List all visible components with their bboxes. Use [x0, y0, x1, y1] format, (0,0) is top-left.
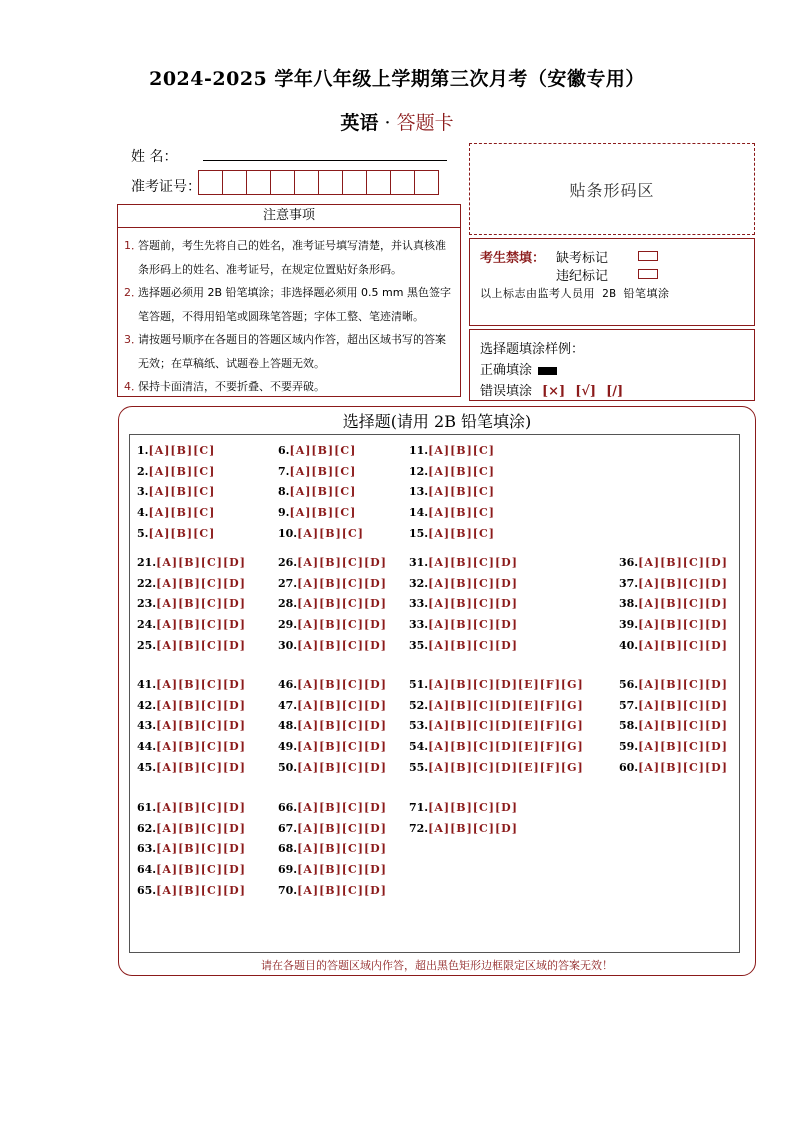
question-row[interactable] [137, 884, 246, 897]
exam-no-cells[interactable] [199, 170, 439, 195]
question-row[interactable] [278, 639, 387, 652]
question-row[interactable] [137, 465, 215, 478]
question-number: 44. [137, 740, 157, 754]
answer-options[interactable]: [A][B][C][D] [156, 618, 246, 632]
question-row[interactable] [619, 597, 728, 610]
question-number: 13. [409, 485, 429, 499]
wrong-mark-check: [√] [575, 384, 597, 399]
answer-options[interactable]: [A][B][C][D] [156, 801, 246, 814]
question-row[interactable] [278, 465, 356, 478]
question-row[interactable] [137, 822, 246, 835]
question-number: 41. [137, 678, 157, 691]
question-number: 70. [278, 883, 298, 897]
question-row[interactable] [278, 801, 387, 814]
answer-options[interactable]: [A][B][C] [289, 464, 357, 478]
answer-options[interactable]: [A][B][C] [289, 506, 357, 520]
question-number: 37. [619, 576, 639, 590]
question-number: 15. [409, 526, 429, 540]
question-number: 23. [137, 597, 157, 611]
notice-item-text: 请按题号顺序在各题目的答题区域内作答，超出区域书写的答案无效；在草稿纸、试题卷上答题无效。 [138, 333, 446, 370]
question-row[interactable] [137, 639, 246, 652]
question-number: 67. [278, 821, 298, 835]
answer-options[interactable]: [A][B][C][D] [297, 821, 387, 835]
notice-heading: 注意事项 [118, 205, 460, 228]
question-row[interactable] [137, 577, 246, 590]
question-number: 42. [137, 698, 157, 712]
question-number: 4. [137, 506, 149, 520]
question-row[interactable] [278, 577, 387, 590]
question-row[interactable] [409, 801, 518, 814]
violation-mark-label: 违纪标记 [556, 269, 609, 284]
question-number: 47. [278, 698, 298, 712]
question-row[interactable] [278, 618, 387, 631]
exam-no-cell[interactable] [390, 170, 415, 195]
answer-options[interactable]: [A][B][C][D][E][F][G] [428, 678, 584, 691]
notice-item-num: 3． [124, 333, 142, 346]
fill-sample-box [469, 329, 755, 401]
question-number: 26. [278, 556, 298, 569]
question-row[interactable] [137, 597, 246, 610]
question-number: 8. [278, 485, 290, 499]
question-number: 9. [278, 506, 290, 520]
exam-no-cell[interactable] [270, 170, 295, 195]
answer-options[interactable]: [A][B][C][D] [638, 698, 728, 712]
question-row[interactable] [409, 618, 518, 631]
exam-no-cell[interactable] [366, 170, 391, 195]
answer-options[interactable]: [A][B][C] [297, 526, 364, 540]
answer-options[interactable]: [A][B][C][D] [638, 618, 728, 632]
answer-options[interactable]: [A][B][C][D] [297, 863, 387, 877]
question-row[interactable] [409, 465, 495, 478]
question-row[interactable] [278, 884, 387, 897]
answer-options[interactable]: [A][B][C][D] [156, 556, 246, 569]
question-number: 48. [278, 719, 298, 733]
question-number: 7. [278, 464, 290, 478]
question-row[interactable] [619, 556, 728, 569]
choice-footer: 请在各题目的答题区域内作答，超出黑色矩形边框限定区域的答案无效！ [261, 959, 613, 972]
answer-options[interactable]: [A][B][C][D] [638, 556, 728, 569]
answer-options[interactable]: [A][B][C][D] [297, 678, 387, 691]
question-number: 52. [409, 698, 429, 712]
notice-item [124, 375, 454, 399]
question-row[interactable] [137, 740, 246, 753]
answer-options[interactable]: [A][B][C][D] [297, 842, 387, 856]
question-number: 36. [619, 556, 639, 569]
question-row[interactable] [137, 506, 215, 519]
correct-fill [480, 359, 557, 378]
question-number: 32. [409, 576, 429, 590]
barcode-label: 贴条形码区 [569, 180, 655, 200]
question-row[interactable] [278, 822, 387, 835]
question-row[interactable] [619, 639, 728, 652]
question-number: 40. [619, 638, 639, 652]
question-row[interactable] [409, 597, 518, 610]
notice-item-text: 保持卡面清洁，不要折叠、不要弄破。 [138, 380, 325, 393]
question-row[interactable] [278, 678, 387, 691]
question-row[interactable] [278, 699, 387, 712]
question-row[interactable] [137, 618, 246, 631]
notice-item-text: 答题前，考生先将自己的姓名，准考证号填写清楚，并认真核准条形码上的姓名、准考证号，在规定位置贴好条形码。 [138, 239, 446, 276]
question-number: 51. [409, 678, 429, 691]
answer-options[interactable]: [A][B][C][D] [297, 576, 387, 590]
question-row[interactable] [278, 556, 387, 569]
question-number: 14. [409, 506, 429, 520]
answer-options[interactable]: [A][B][C][D] [297, 883, 387, 897]
question-row[interactable] [137, 527, 215, 540]
answer-options[interactable]: [A][B][C][D] [428, 821, 518, 835]
notice-item-text: 选择题必须用 2B 铅笔填涂；非选择题必须用 0.5 mm 黑色签字笔答题，不得用铅笔或圆珠笔答题；字体工整、笔迹清晰。 [138, 286, 451, 323]
question-row[interactable] [619, 719, 728, 732]
answer-options[interactable]: [A][B][C][D] [156, 698, 246, 712]
question-row[interactable] [278, 719, 387, 732]
exam-no-cell[interactable] [246, 170, 271, 195]
answer-options[interactable]: [A][B][C][D] [156, 842, 246, 856]
answer-options[interactable]: [A][B][C][D] [156, 638, 246, 652]
question-number: 21. [137, 556, 157, 569]
question-row[interactable] [137, 485, 215, 498]
answer-options[interactable]: [A][B][C] [428, 464, 495, 478]
question-row[interactable] [409, 639, 518, 652]
question-row[interactable] [409, 719, 584, 732]
question-number: 60. [619, 760, 639, 774]
answer-options[interactable]: [A][B][C][D][E][F][G] [428, 719, 584, 733]
answer-options[interactable]: [A][B][C] [428, 485, 495, 499]
question-number: 5. [137, 526, 149, 540]
correct-fill-label: 正确填涂 [480, 363, 533, 378]
question-row[interactable] [137, 556, 246, 569]
question-number: 46. [278, 678, 298, 691]
question-row[interactable] [619, 618, 728, 631]
answer-options[interactable]: [A][B][C] [428, 526, 495, 540]
question-row[interactable] [409, 444, 495, 457]
answer-options[interactable]: [A][B][C] [148, 444, 216, 457]
absent-mark-label: 缺考标记 [556, 251, 609, 266]
question-row[interactable] [619, 740, 728, 753]
name-label: 姓 名： [131, 149, 178, 165]
answer-options[interactable]: [A][B][C][D] [297, 719, 387, 733]
answer-options[interactable]: [A][B][C] [148, 506, 216, 520]
question-row[interactable] [409, 506, 495, 519]
question-number: 69. [278, 863, 298, 877]
question-number: 3. [137, 485, 149, 499]
notice-item-num: 1． [124, 239, 142, 252]
answer-options[interactable]: [A][B][C][D] [428, 801, 518, 814]
question-row[interactable] [278, 444, 356, 457]
answer-options[interactable]: [A][B][C][D] [297, 740, 387, 754]
question-number: 53. [409, 719, 429, 733]
exam-no-cell[interactable] [318, 170, 343, 195]
question-number: 10. [278, 526, 298, 540]
answer-options[interactable]: [A][B][C][D] [638, 678, 728, 691]
question-row[interactable] [137, 842, 246, 855]
answer-options[interactable]: [A][B][C][D] [428, 597, 518, 611]
question-row[interactable] [619, 761, 728, 774]
violation-mark-box[interactable] [638, 269, 658, 279]
question-number: 12. [409, 464, 429, 478]
question-row[interactable] [278, 842, 387, 855]
answer-options[interactable]: [A][B][C][D] [156, 740, 246, 754]
question-number: 39. [619, 618, 639, 632]
answer-options[interactable]: [A][B][C][D] [638, 760, 728, 774]
question-row[interactable] [409, 678, 584, 691]
exam-no-cell[interactable] [222, 170, 247, 195]
exam-no-cell[interactable] [294, 170, 319, 195]
answer-options[interactable]: [A][B][C][D] [428, 638, 518, 652]
question-number: 30. [278, 638, 298, 652]
answer-options[interactable]: [A][B][C][D] [156, 821, 246, 835]
notice-item [124, 328, 454, 375]
answer-options[interactable]: [A][B][C][D] [297, 638, 387, 652]
answer-options[interactable]: [A][B][C][D] [638, 638, 728, 652]
answer-options[interactable]: [A][B][C][D] [297, 618, 387, 632]
forbid-label: 考生禁填： [480, 251, 546, 266]
question-number: 1. [137, 444, 149, 457]
exam-no-label: 准考证号： [131, 179, 201, 195]
exam-no-cell[interactable] [198, 170, 223, 195]
question-number: 33. [409, 618, 429, 632]
answer-options[interactable]: [A][B][C] [148, 485, 216, 499]
question-row[interactable] [278, 485, 356, 498]
answer-options[interactable]: [A][B][C][D] [297, 760, 387, 774]
answer-options[interactable]: [A][B][C][D] [156, 597, 246, 611]
question-row[interactable] [278, 597, 387, 610]
question-number: 66. [278, 801, 298, 814]
notice-item [124, 281, 454, 328]
answer-options[interactable]: [A][B][C][D] [638, 719, 728, 733]
question-number: 62. [137, 821, 157, 835]
question-number: 63. [137, 842, 157, 856]
wrong-fill-label: 错误填涂 [480, 384, 533, 399]
question-row[interactable] [137, 719, 246, 732]
question-number: 38. [619, 597, 639, 611]
question-number: 59. [619, 740, 639, 754]
question-row[interactable] [137, 678, 246, 691]
question-number: 33. [409, 597, 429, 611]
question-number: 56. [619, 678, 639, 691]
page-title: 2024-2025 学年八年级上学期第三次月考（安徽专用） [149, 68, 645, 90]
question-number: 43. [137, 719, 157, 733]
question-row[interactable] [409, 577, 518, 590]
answer-options[interactable]: [A][B][C][D] [297, 801, 387, 814]
exam-no-cell[interactable] [414, 170, 439, 195]
answer-options[interactable]: [A][B][C][D] [156, 863, 246, 877]
wrong-fill [480, 380, 623, 399]
answer-options[interactable]: [A][B][C][D] [156, 719, 246, 733]
question-number: 29. [278, 618, 298, 632]
question-row[interactable] [278, 740, 387, 753]
answer-options[interactable]: [A][B][C] [148, 526, 216, 540]
question-row[interactable] [409, 699, 584, 712]
question-number: 45. [137, 760, 157, 774]
answer-options[interactable]: [A][B][C][D] [297, 698, 387, 712]
question-row[interactable] [278, 527, 364, 540]
card-label: 答题卡 [396, 112, 454, 134]
question-row[interactable] [619, 678, 728, 691]
question-row[interactable] [137, 863, 246, 876]
forbid-note: 以上标志由监考人员用 2B 铅笔填涂 [480, 287, 670, 300]
question-number: 49. [278, 740, 298, 754]
answer-options[interactable]: [A][B][C][D][E][F][G] [428, 760, 584, 774]
wrong-mark-cross: [×] [542, 384, 566, 399]
notice-box [117, 204, 461, 397]
answer-options[interactable]: [A][B][C][D] [638, 740, 728, 754]
question-row[interactable] [278, 761, 387, 774]
page-subtitle [0, 108, 794, 135]
answer-options[interactable]: [A][B][C][D] [638, 597, 728, 611]
question-row[interactable] [137, 761, 246, 774]
answer-options[interactable]: [A][B][C][D] [638, 576, 728, 590]
question-number: 54. [409, 740, 429, 754]
question-number: 24. [137, 618, 157, 632]
question-number: 22. [137, 576, 157, 590]
question-row[interactable] [278, 863, 387, 876]
question-row[interactable] [137, 801, 246, 814]
question-number: 31. [409, 556, 429, 569]
question-number: 61. [137, 801, 157, 814]
subtitle-dot: · [378, 112, 397, 134]
answer-options[interactable]: [A][B][C][D] [156, 678, 246, 691]
question-number: 25. [137, 638, 157, 652]
answer-options[interactable]: [A][B][C][D][E][F][G] [428, 740, 584, 754]
question-row[interactable] [619, 577, 728, 590]
question-row[interactable] [409, 527, 495, 540]
question-number: 71. [409, 801, 429, 814]
question-row[interactable] [409, 556, 518, 569]
question-number: 64. [137, 863, 157, 877]
question-number: 72. [409, 821, 429, 835]
question-row[interactable] [278, 506, 356, 519]
wrong-mark-slash: [/] [606, 384, 624, 399]
barcode-area [469, 143, 755, 235]
notice-item-num: 4． [124, 380, 142, 393]
question-row[interactable] [409, 485, 495, 498]
notice-item-num: 2． [124, 286, 142, 299]
question-number: 28. [278, 597, 298, 611]
notice-item [124, 234, 454, 281]
answer-options[interactable]: [A][B][C][D] [156, 576, 246, 590]
sample-title: 选择题填涂样例： [480, 342, 585, 357]
question-number: 35. [409, 638, 429, 652]
question-number: 50. [278, 760, 298, 774]
answer-options[interactable]: [A][B][C][D] [297, 597, 387, 611]
question-row[interactable] [409, 740, 584, 753]
answer-options[interactable]: [A][B][C][D] [156, 760, 246, 774]
notice-body [118, 228, 460, 399]
name-field[interactable] [203, 160, 447, 161]
absent-mark-box[interactable] [638, 251, 658, 261]
question-row[interactable] [409, 761, 584, 774]
answer-options[interactable]: [A][B][C][D] [428, 618, 518, 632]
question-number: 68. [278, 842, 298, 856]
question-number: 27. [278, 576, 298, 590]
question-row[interactable] [619, 699, 728, 712]
answer-options[interactable]: [A][B][C] [289, 485, 357, 499]
answer-options[interactable]: [A][B][C][D] [297, 556, 387, 569]
answer-options[interactable]: [A][B][C] [428, 506, 495, 520]
answer-options[interactable]: [A][B][C] [428, 444, 495, 457]
answer-options[interactable]: [A][B][C][D] [156, 883, 246, 897]
answer-options[interactable]: [A][B][C][D] [428, 556, 518, 569]
question-number: 58. [619, 719, 639, 733]
choice-title: 选择题(请用 2B 铅笔填涂) [342, 412, 532, 431]
question-row[interactable] [409, 822, 518, 835]
answer-options[interactable]: [A][B][C] [289, 444, 357, 457]
question-number: 11. [409, 444, 429, 457]
answer-options[interactable]: [A][B][C][D] [428, 576, 518, 590]
answer-options[interactable]: [A][B][C][D][E][F][G] [428, 698, 584, 712]
question-number: 65. [137, 883, 157, 897]
forbid-box [469, 238, 755, 326]
question-number: 6. [278, 444, 290, 457]
question-number: 55. [409, 760, 429, 774]
subject-label: 英语 [340, 112, 379, 134]
exam-no-cell[interactable] [342, 170, 367, 195]
filled-mark-icon [538, 367, 557, 375]
question-number: 2. [137, 464, 149, 478]
answer-options[interactable]: [A][B][C] [148, 464, 216, 478]
question-number: 57. [619, 698, 639, 712]
question-row[interactable] [137, 699, 246, 712]
question-row[interactable] [137, 444, 215, 457]
